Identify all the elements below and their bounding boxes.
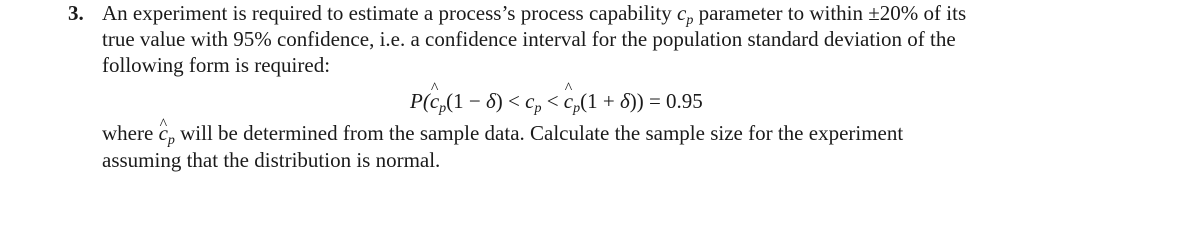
problem-line-3: following form is required: — [102, 53, 331, 77]
followup-line-1: where ^ $c_p$ will be determined from the sample data. Calculate the sample size for the experiment — [102, 120, 903, 147]
problem-line-2: true value with 95% confidence, i.e. a confidence interval for the population standard deviation of the — [102, 27, 956, 51]
c-hat-symbol: ^ c — [564, 89, 573, 114]
confidence-interval-equation: P(^ $c_p(1 - \delta) < c_p$ < ^ $c_p(1 + \delta)) = 0.95$ — [410, 89, 703, 114]
followup-line-2: assuming that the distribution is normal. — [102, 148, 441, 172]
problem-statement — [68, 0, 1178, 78]
problem-number: 3. — [68, 1, 84, 25]
cp-symbol: $c_p$ — [677, 1, 694, 28]
c-hat-symbol: ^ c — [159, 120, 168, 147]
problem-line-1 — [68, 0, 1178, 26]
c-hat-symbol: ^ c — [430, 89, 439, 114]
followup-paragraph — [102, 120, 903, 174]
problem-line-1-text: An experiment is required to estimate a process’s process capability $c_p$ parameter to within ±20% of its — [102, 1, 967, 28]
